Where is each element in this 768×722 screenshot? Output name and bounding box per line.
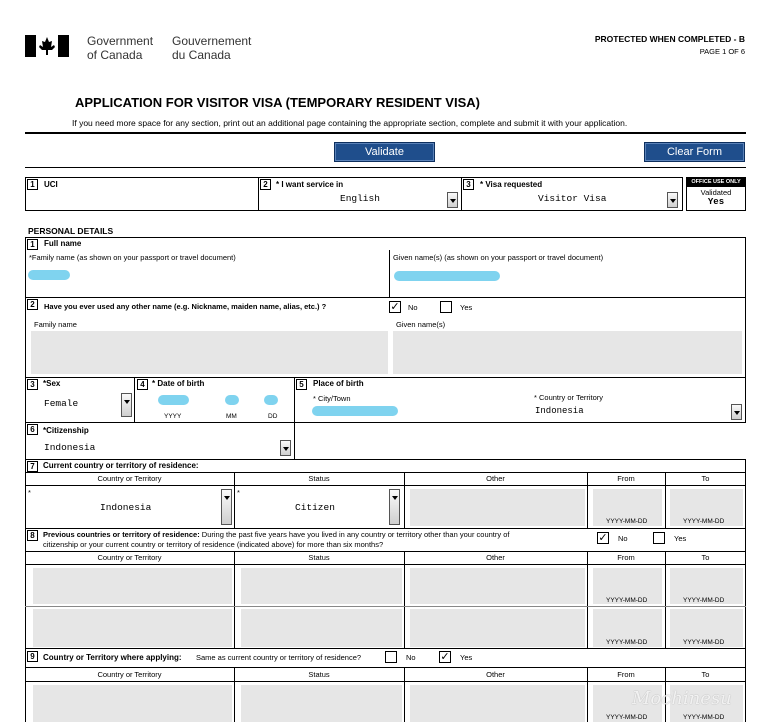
other-name-yes-label: Yes bbox=[460, 303, 473, 312]
res-col-status: Status bbox=[308, 474, 330, 483]
residence-other-input[interactable] bbox=[410, 489, 585, 526]
date-placeholder: YYYY-MM-DD bbox=[683, 597, 725, 604]
prev1-other-input[interactable] bbox=[410, 568, 585, 604]
prev2-country-input[interactable] bbox=[33, 609, 232, 647]
redacted-mark bbox=[394, 271, 500, 281]
uci-label: UCI bbox=[44, 180, 58, 189]
previous-text-2: citizenship or your current country or territory of residence (indicated above) for more than six months? bbox=[43, 540, 384, 549]
app-other-input[interactable] bbox=[410, 685, 585, 722]
fullname-num: 1 bbox=[27, 239, 38, 250]
date-placeholder: YYYY-MM-DD bbox=[683, 639, 725, 646]
dob-mm: MM bbox=[226, 413, 237, 420]
visa-dropdown-icon[interactable] bbox=[667, 192, 678, 208]
date-placeholder: YYYY-MM-DD bbox=[683, 714, 725, 721]
dob-dd: DD bbox=[268, 413, 278, 420]
other-name-yes-checkbox[interactable] bbox=[440, 301, 452, 313]
office-validated: Validated bbox=[700, 188, 732, 197]
service-num: 2 bbox=[260, 179, 271, 190]
applying-yes-label: Yes bbox=[460, 653, 473, 662]
prev-col-to: To bbox=[701, 553, 710, 562]
redacted-mark bbox=[28, 270, 70, 280]
redacted-mark bbox=[312, 406, 398, 416]
uci-input[interactable] bbox=[28, 193, 256, 209]
other-name-no-checkbox[interactable]: ✓ bbox=[390, 301, 400, 313]
personal-section-title: PERSONAL DETAILS bbox=[28, 226, 114, 236]
residence-header-bottom bbox=[25, 485, 746, 486]
city-input[interactable] bbox=[310, 404, 525, 418]
service-label: * I want service in bbox=[276, 180, 344, 189]
canada-flag-logo bbox=[25, 35, 69, 57]
col-line bbox=[234, 551, 235, 649]
residence-label: Current country or territory of residence: bbox=[43, 461, 199, 470]
other-given-label: Given name(s) bbox=[396, 320, 446, 329]
redacted-mark bbox=[225, 395, 239, 405]
gov-en-2: of Canada bbox=[87, 48, 143, 62]
redacted-mark bbox=[264, 395, 278, 405]
dob-yyyy: YYYY bbox=[164, 413, 182, 420]
app-col-other: Other bbox=[486, 670, 505, 679]
title-divider bbox=[25, 132, 746, 134]
prev2-status-input[interactable] bbox=[241, 609, 402, 647]
required-star: * bbox=[28, 488, 31, 497]
previous-num: 8 bbox=[27, 530, 38, 541]
previous-question bbox=[43, 530, 509, 539]
gov-fr-1: Gouvernement bbox=[172, 34, 252, 48]
res-col-country: Country or Territory bbox=[97, 474, 162, 483]
office-value: Yes bbox=[707, 197, 725, 207]
residence-status-dropdown-icon[interactable] bbox=[389, 489, 400, 525]
sex-label: *Sex bbox=[43, 379, 61, 388]
applying-no-label: No bbox=[406, 653, 416, 662]
prev1-country-input[interactable] bbox=[33, 568, 232, 604]
family-name-label: *Family name (as shown on your passport or travel document) bbox=[29, 253, 236, 262]
fullname-label: Full name bbox=[44, 239, 82, 248]
fullname-divider bbox=[389, 250, 390, 298]
form-title: APPLICATION FOR VISITOR VISA (TEMPORARY RESIDENT VISA) bbox=[75, 95, 480, 110]
applying-no-checkbox[interactable] bbox=[385, 651, 397, 663]
citizenship-label: *Citizenship bbox=[43, 426, 89, 435]
visa-select[interactable]: Visitor Visa bbox=[538, 193, 607, 204]
other-name-question: Have you ever used any other name (e.g. Nickname, maiden name, alias, etc.) ? bbox=[44, 302, 327, 311]
gov-en-1: Government bbox=[87, 34, 154, 48]
visa-label: * Visa requested bbox=[480, 180, 543, 189]
previous-label: Previous countries or territory of residence: bbox=[43, 530, 200, 539]
previous-yes-label: Yes bbox=[674, 534, 687, 543]
app-col-status: Status bbox=[308, 670, 330, 679]
prev-col-from: From bbox=[617, 553, 635, 562]
res-col-other: Other bbox=[486, 474, 505, 483]
date-placeholder: YYYY-MM-DD bbox=[606, 639, 648, 646]
applying-label: Country or Territory where applying: bbox=[43, 653, 182, 662]
prev-col-other: Other bbox=[486, 553, 505, 562]
sex-num: 3 bbox=[27, 379, 38, 390]
citizenship-dropdown-icon[interactable] bbox=[280, 440, 291, 456]
col-line bbox=[665, 551, 666, 649]
family-name-input[interactable] bbox=[28, 266, 386, 286]
date-placeholder: YYYY-MM-DD bbox=[606, 518, 648, 525]
service-dropdown-icon[interactable] bbox=[447, 192, 458, 208]
res-col-from: From bbox=[617, 474, 635, 483]
form-note: If you need more space for any section, print out an additional page containing the appropriate section, complete and submit it with your application. bbox=[72, 118, 628, 128]
res-col-to: To bbox=[701, 474, 710, 483]
prev-header-bottom bbox=[25, 564, 746, 565]
app-col-to: To bbox=[701, 670, 710, 679]
pob-country-dropdown-icon[interactable] bbox=[731, 404, 742, 420]
applying-num: 9 bbox=[27, 651, 38, 662]
residence-country-dropdown-icon[interactable] bbox=[221, 489, 232, 525]
required-star: * bbox=[237, 488, 240, 497]
app-country-input[interactable] bbox=[33, 685, 232, 722]
prev1-status-input[interactable] bbox=[241, 568, 402, 604]
clear-form-button[interactable]: Clear Form bbox=[644, 142, 745, 162]
other-family-input[interactable] bbox=[31, 331, 388, 374]
protected-label: PROTECTED WHEN COMPLETED - B bbox=[594, 34, 745, 44]
watermark: Mochinesu bbox=[632, 688, 732, 709]
applying-question: Same as current country or territory of residence? bbox=[196, 653, 362, 662]
visa-num: 3 bbox=[463, 179, 474, 190]
app-status-input[interactable] bbox=[241, 685, 402, 722]
citizenship-select[interactable]: Indonesia bbox=[44, 442, 96, 453]
other-name-no-label: No bbox=[408, 303, 418, 312]
previous-no-checkbox[interactable]: ✓ bbox=[598, 532, 608, 544]
button-divider bbox=[25, 167, 746, 168]
previous-text-1: During the past five years have you lived in any country or territory other than your country of bbox=[199, 530, 510, 539]
prev2-other-input[interactable] bbox=[410, 609, 585, 647]
page-indicator: PAGE 1 OF 6 bbox=[699, 47, 745, 56]
residence-status-select[interactable]: Citizen bbox=[295, 502, 335, 513]
date-placeholder: YYYY-MM-DD bbox=[606, 597, 648, 604]
residence-country-select[interactable]: Indonesia bbox=[100, 502, 152, 513]
given-name-input[interactable] bbox=[392, 266, 742, 286]
residence-header-top bbox=[25, 472, 746, 473]
date-placeholder: YYYY-MM-DD bbox=[606, 714, 648, 721]
redacted-mark bbox=[158, 395, 189, 405]
validate-button[interactable]: Validate bbox=[334, 142, 435, 162]
previous-yes-checkbox[interactable] bbox=[653, 532, 665, 544]
office-label: OFFICE USE ONLY bbox=[687, 178, 745, 187]
sex-dropdown-icon[interactable] bbox=[121, 393, 132, 417]
other-given-input[interactable] bbox=[393, 331, 742, 374]
app-header-top bbox=[25, 667, 746, 668]
city-label: * City/Town bbox=[313, 394, 351, 403]
col-line bbox=[587, 551, 588, 649]
date-placeholder: YYYY-MM-DD bbox=[683, 518, 725, 525]
service-select[interactable]: English bbox=[340, 193, 380, 204]
col-line bbox=[404, 551, 405, 649]
given-name-label: Given name(s) (as shown on your passport or travel document) bbox=[393, 253, 604, 262]
pob-num: 5 bbox=[296, 379, 307, 390]
prev-col-country: Country or Territory bbox=[97, 553, 162, 562]
pob-country-label: * Country or Territory bbox=[534, 393, 604, 402]
dob-num: 4 bbox=[137, 379, 148, 390]
other-name-num: 2 bbox=[27, 299, 38, 310]
applying-yes-checkbox[interactable]: ✓ bbox=[440, 651, 450, 663]
sex-select[interactable]: Female bbox=[44, 398, 79, 409]
prev-row-divider bbox=[25, 606, 746, 607]
app-col-from: From bbox=[617, 670, 635, 679]
prev-col-status: Status bbox=[308, 553, 330, 562]
prev-header-top bbox=[25, 551, 746, 552]
app-header-bottom bbox=[25, 681, 746, 682]
other-family-label: Family name bbox=[34, 320, 77, 329]
residence-num: 7 bbox=[27, 461, 38, 472]
previous-no-label: No bbox=[618, 534, 628, 543]
dob-input[interactable] bbox=[155, 393, 290, 407]
sex-box bbox=[25, 377, 135, 423]
dob-label: * Date of birth bbox=[152, 379, 205, 388]
pob-country-select[interactable]: Indonesia bbox=[535, 406, 584, 416]
app-col-country: Country or Territory bbox=[97, 670, 162, 679]
uci-num: 1 bbox=[27, 179, 38, 190]
citizenship-num: 6 bbox=[27, 424, 38, 435]
pob-label: Place of birth bbox=[313, 379, 364, 388]
gov-fr-2: du Canada bbox=[172, 48, 231, 62]
